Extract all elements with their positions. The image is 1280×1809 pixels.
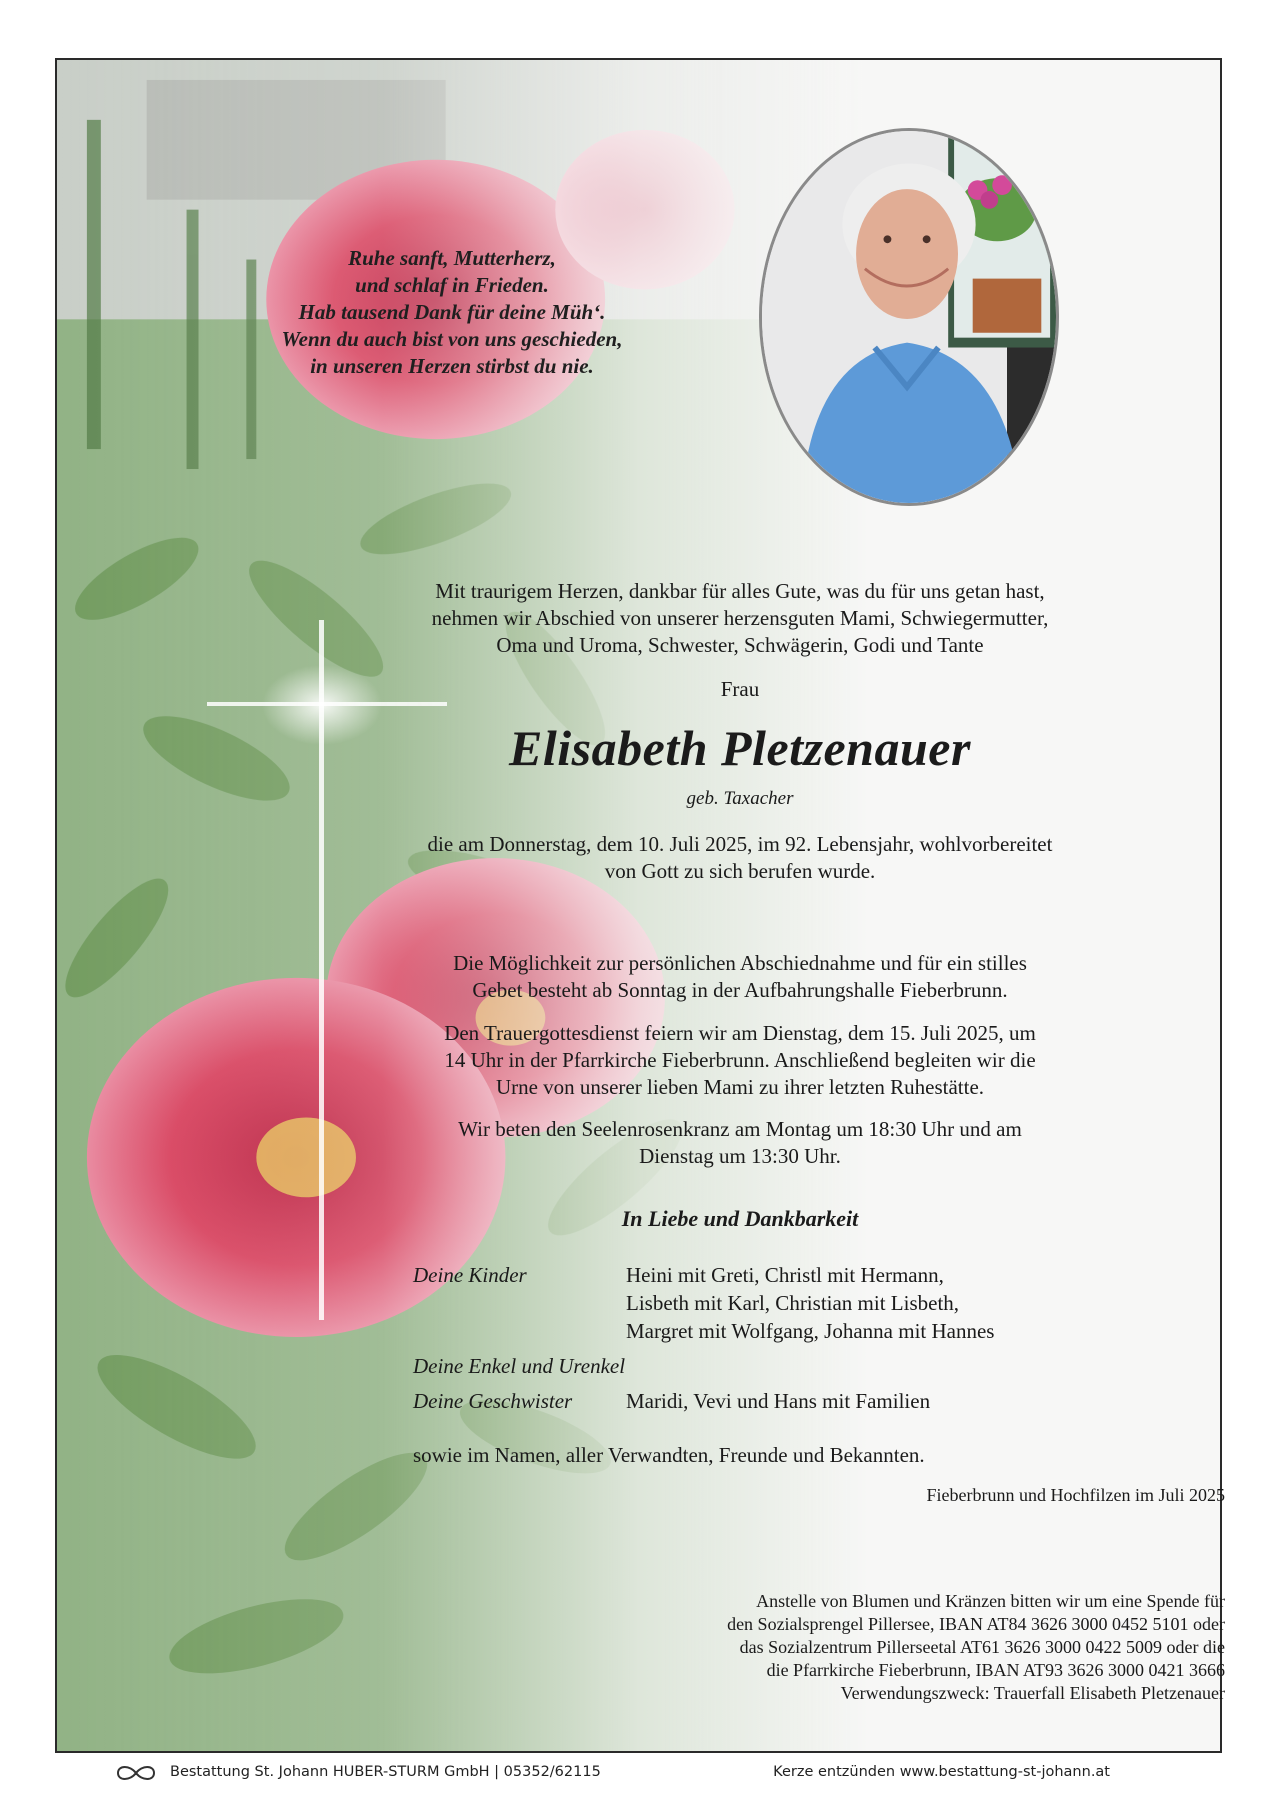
service-line: 14 Uhr in der Pfarrkirche Fieberbrunn. Anschließend begleiten wir die bbox=[444, 1048, 1036, 1072]
donation-line: Verwendungszweck: Trauerfall Elisabeth Pletzenauer bbox=[840, 1683, 1225, 1703]
also-on-behalf: sowie im Namen, aller Verwandten, Freunde und Bekannten. bbox=[413, 1443, 925, 1467]
deceased-name: Elisabeth Pletzenauer bbox=[509, 720, 971, 776]
intro-line: nehmen wir Abschied von unserer herzensguten Mami, Schwiegermutter, bbox=[431, 606, 1049, 630]
siblings-row bbox=[413, 1388, 1113, 1418]
service-line: Urne von unserer lieben Mami zu ihrer letzten Ruhestätte. bbox=[495, 1075, 985, 1099]
children-line: Heini mit Greti, Christl mit Hermann, bbox=[626, 1263, 944, 1287]
poem-line: Ruhe sanft, Mutterherz, bbox=[348, 246, 556, 270]
company-info: Bestattung St. Johann HUBER-STURM GmbH | 05352/62115 bbox=[170, 1764, 601, 1780]
family-list bbox=[413, 1262, 1113, 1402]
infinity-icon bbox=[110, 1763, 162, 1783]
siblings-label: Deine Geschwister bbox=[413, 1389, 573, 1413]
poem-line: Hab tausend Dank für deine Müh‘. bbox=[298, 300, 606, 324]
poem-line: und schlaf in Frieden. bbox=[355, 273, 549, 297]
children-label: Deine Kinder bbox=[413, 1263, 527, 1287]
grandchildren-label: Deine Enkel und Urenkel bbox=[413, 1354, 626, 1378]
intro-line: Mit traurigem Herzen, dankbar für alles Gute, was du für uns getan hast, bbox=[435, 579, 1045, 603]
place-date: Fieberbrunn und Hochfilzen im Juli 2025 bbox=[926, 1485, 1225, 1505]
closing-heading: In Liebe und Dankbarkeit bbox=[621, 1206, 859, 1231]
siblings-value: Maridi, Vevi und Hans mit Familien bbox=[626, 1389, 931, 1413]
death-notice-line: von Gott zu sich berufen wurde. bbox=[604, 859, 876, 883]
salutation: Frau bbox=[720, 677, 760, 701]
children-line: Lisbeth mit Karl, Christian mit Lisbeth, bbox=[626, 1291, 960, 1315]
farewell-line: Gebet besteht ab Sonntag in der Aufbahrungshalle Fieberbrunn. bbox=[472, 978, 1008, 1002]
candle-link[interactable]: Kerze entzünden www.bestattung-st-johann.at bbox=[773, 1764, 1110, 1780]
intro-line: Oma und Uroma, Schwester, Schwägerin, Godi und Tante bbox=[496, 633, 984, 657]
donation-line: die Pfarrkirche Fieberbrunn, IBAN AT93 3626 3000 0421 3666 bbox=[766, 1660, 1225, 1680]
death-notice-line: die am Donnerstag, dem 10. Juli 2025, im 92. Lebensjahr, wohlvorbereitet bbox=[427, 832, 1053, 856]
poem bbox=[257, 245, 647, 380]
children-line: Margret mit Wolfgang, Johanna mit Hannes bbox=[626, 1319, 995, 1343]
donation-line: den Sozialsprengel Pillersee, IBAN AT84 3626 3000 0452 5101 oder bbox=[727, 1614, 1225, 1634]
portrait-photo bbox=[759, 128, 1059, 506]
birth-name: geb. Taxacher bbox=[686, 788, 794, 809]
donation-line: Anstelle von Blumen und Kränzen bitten wir um eine Spende für bbox=[756, 1591, 1225, 1611]
poem-line: Wenn du auch bist von uns geschieden, bbox=[281, 327, 623, 351]
rosary-line: Dienstag um 13:30 Uhr. bbox=[639, 1144, 841, 1168]
rosary-line: Wir beten den Seelenrosenkranz am Montag um 18:30 Uhr und am bbox=[458, 1117, 1022, 1141]
service-line: Den Trauergottesdienst feiern wir am Dienstag, dem 15. Juli 2025, um bbox=[444, 1021, 1036, 1045]
poem-line: in unseren Herzen stirbst du nie. bbox=[310, 354, 594, 378]
donation-line: das Sozialzentrum Pillerseetal AT61 3626 3000 0422 5009 oder die bbox=[739, 1637, 1225, 1657]
farewell-line: Die Möglichkeit zur persönlichen Abschiednahme und für ein stilles bbox=[453, 951, 1027, 975]
footer bbox=[110, 1760, 1110, 1790]
